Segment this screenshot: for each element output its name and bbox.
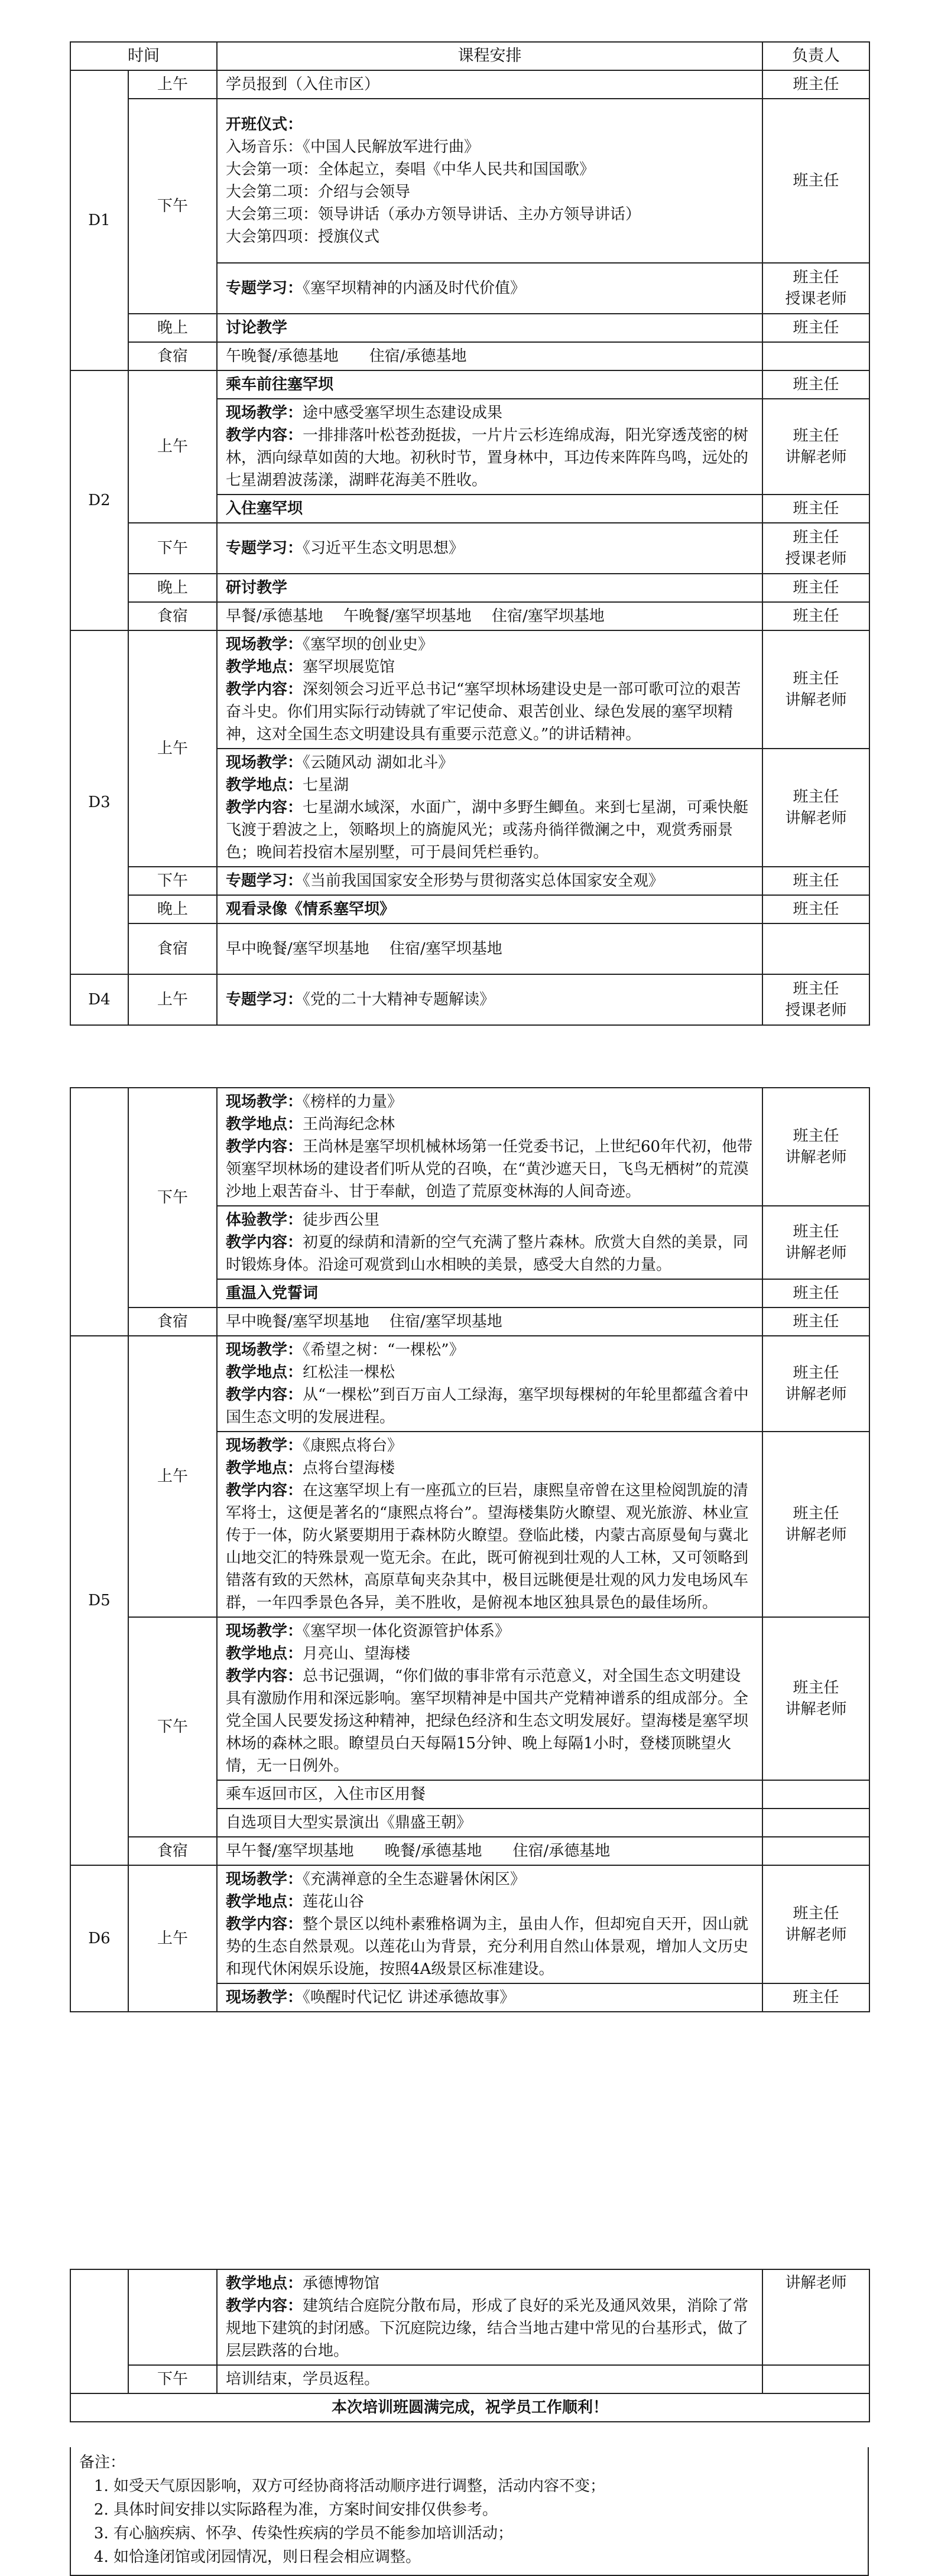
day-label-d1: D1 [70, 70, 128, 370]
day-label-d6-cont [70, 2269, 128, 2393]
responsible-cell [762, 1336, 869, 1432]
resp-line: 班主任 [793, 1505, 839, 1523]
table-row [70, 70, 869, 99]
field-value: 从“一棵松”到百万亩人工绿海，塞罕坝每棵树的年轮里都蕴含着中国生态文明的发展进程。 [226, 1386, 749, 1426]
table-row [70, 867, 869, 895]
resp-line: 班主任 [793, 427, 839, 445]
period-label: 晚上 [128, 314, 217, 342]
field-value: 点将台望海楼 [303, 1459, 395, 1477]
day-label-d2: D2 [70, 370, 128, 630]
field-label: 教学地点： [226, 776, 303, 794]
field-label: 教学地点： [226, 1645, 303, 1663]
activity-text: 研讨教学 [217, 574, 762, 602]
field-value: 塞罕坝展览馆 [303, 658, 395, 676]
topic-text: 《塞罕坝精神的内涵及时代价值》 [303, 279, 526, 297]
header-responsible: 负责人 [762, 42, 869, 70]
period-label: 下午 [128, 867, 217, 895]
table-row [70, 99, 869, 263]
responsible-cell: 班主任 [762, 1307, 869, 1336]
header-schedule: 课程安排 [217, 42, 762, 70]
table-row [70, 1336, 869, 1432]
resp-line: 班主任 [793, 980, 839, 998]
topic-text: 《党的二十大精神专题解读》 [303, 991, 495, 1009]
responsible-cell [762, 974, 869, 1025]
responsible-cell: 班主任 [762, 99, 869, 263]
responsible-cell [762, 2365, 869, 2393]
field-value: 王尚海纪念林 [303, 1115, 395, 1133]
field-label: 教学内容： [226, 1138, 303, 1156]
resp-line: 班主任 [793, 1679, 839, 1697]
resp-line: 班主任 [793, 1905, 839, 1923]
responsible-cell [762, 923, 869, 974]
resp-line: 授课老师 [785, 550, 847, 568]
site-teaching-cell [217, 1206, 762, 1279]
field-label: 教学内容： [226, 1915, 303, 1933]
period-label-empty [128, 2269, 217, 2365]
table-row [70, 342, 869, 370]
activity-text: 观看录像《情系塞罕坝》 [217, 895, 762, 923]
table-row [70, 574, 869, 602]
period-label: 下午 [128, 99, 217, 314]
table-row [70, 1865, 869, 1983]
field-label: 现场教学： [226, 1341, 303, 1359]
responsible-cell [762, 1865, 869, 1983]
activity-text: 重温入党誓词 [217, 1279, 762, 1307]
responsible-cell [762, 1432, 869, 1617]
opening-line: 入场音乐：《中国人民解放军进行曲》 [226, 138, 480, 156]
activity-text: 讨论教学 [217, 314, 762, 342]
note-item: 4. 如恰逢闭馆或闭园情况，则日程会相应调整。 [113, 2545, 859, 2569]
table-row [70, 370, 869, 399]
closing-row [70, 2393, 869, 2422]
resp-line: 讲解老师 [785, 1385, 847, 1403]
site-teaching-cell [217, 1088, 762, 1206]
resp-line: 讲解老师 [785, 691, 847, 709]
activity-text: 学员报到（入住市区） [217, 70, 762, 99]
field-label: 教学内容： [226, 2297, 303, 2315]
responsible-cell [762, 1206, 869, 1279]
resp-line: 讲解老师 [785, 1149, 847, 1166]
opening-ceremony-cell [217, 99, 762, 263]
field-label: 教学内容： [226, 1386, 303, 1404]
field-label: 教学内容： [226, 1667, 303, 1685]
meal-text: 午晚餐/承德基地 住宿/承德基地 [217, 342, 762, 370]
schedule-section-1 [70, 41, 869, 1026]
schedule-table-2 [70, 1087, 870, 2012]
responsible-cell: 班主任 [762, 370, 869, 399]
field-label: 教学内容： [226, 427, 303, 444]
period-label: 晚上 [128, 574, 217, 602]
meal-text: 早餐/承德基地 午晚餐/塞罕坝基地 住宿/塞罕坝基地 [217, 602, 762, 630]
field-label: 体验教学： [226, 1211, 303, 1229]
responsible-cell: 班主任 [762, 495, 869, 523]
field-label: 教学内容： [226, 799, 303, 817]
topic-cell [217, 974, 762, 1025]
topic-label: 专题学习： [226, 872, 303, 890]
period-label: 食宿 [128, 923, 217, 974]
period-label: 上午 [128, 630, 217, 867]
table-header-row [70, 42, 869, 70]
field-value: 莲花山谷 [303, 1893, 365, 1911]
field-label: 教学地点： [226, 1459, 303, 1477]
field-value: 在这塞罕坝上有一座孤立的巨岩，康熙皇帝曾在这里检阅凯旋的清军将士，这便是著名的“康熙点将台”。望海楼集防火瞭望、观光旅游、林业宣传于一体，防火紧要期用于森林防火瞭望。登临此楼，内蒙古高原曼甸与冀北山地交汇的特殊景观一览无余。在此，既可俯视到壮观的人工林，又可领略到错落有致的天然林，高原草甸夹杂其中，极目远眺便是壮观的风力发电场风车群，一年四季景色各异，美不胜收，是俯视本地区独具景色的最佳场所。 [226, 1482, 749, 1612]
topic-text: 《习近平生态文明思想》 [303, 539, 465, 557]
site-teaching-cell [217, 1432, 762, 1617]
resp-line: 班主任 [793, 670, 839, 688]
period-label: 食宿 [128, 1307, 217, 1336]
table-row [70, 923, 869, 974]
site-teaching-cell [217, 749, 762, 867]
field-value: 《塞罕坝一体化资源管护体系》 [303, 1622, 511, 1640]
field-label: 教学内容： [226, 1482, 303, 1500]
field-label: 现场教学： [226, 1871, 303, 1888]
meal-text: 早午餐/塞罕坝基地 晚餐/承德基地 住宿/承德基地 [217, 1837, 762, 1865]
responsible-cell: 班主任 [762, 867, 869, 895]
meal-text: 早中晚餐/塞罕坝基地 住宿/塞罕坝基地 [217, 923, 762, 974]
table-row [70, 314, 869, 342]
field-value: 《希望之树：“一棵松”》 [303, 1341, 465, 1359]
table-row [70, 895, 869, 923]
field-value: 总书记强调，“你们做的事非常有示范意义，对全国生态文明建设具有激励作用和深远影响。塞罕坝精神是中国共产党精神谱系的组成部分。全党全国人民要发扬这种精神，把绿色经济和生态文明发展好。望海楼是塞罕坝林场的森林之眼。瞭望员白天每隔15分钟、晚上每隔1小时，登楼顶眺望火情，无一日例外。 [226, 1667, 749, 1775]
site-teaching-cell [217, 399, 762, 495]
responsible-cell [762, 1780, 869, 1809]
day-label-d5: D5 [70, 1336, 128, 1865]
field-value: 《塞罕坝的创业史》 [303, 636, 434, 653]
resp-line: 班主任 [793, 1223, 839, 1241]
opening-line: 大会第四项：授旗仪式 [226, 228, 380, 246]
topic-cell [217, 263, 762, 314]
table-row [70, 2269, 869, 2365]
field-value: 途中感受塞罕坝生态建设成果 [303, 404, 503, 422]
responsible-cell [762, 749, 869, 867]
activity-text: 乘车前往塞罕坝 [217, 370, 762, 399]
period-label: 食宿 [128, 342, 217, 370]
topic-text: 《当前我国国家安全形势与贯彻落实总体国家安全观》 [303, 872, 664, 890]
note-item: 3. 有心脑疾病、怀孕、传染性疾病的学员不能参加培训活动； [113, 2522, 859, 2545]
responsible-cell: 班主任 [762, 1983, 869, 2012]
header-time: 时间 [70, 42, 217, 70]
day-label-d4-cont [70, 1088, 128, 1336]
field-label: 教学地点： [226, 1893, 303, 1911]
period-label: 上午 [128, 70, 217, 99]
resp-line: 讲解老师 [785, 1526, 847, 1544]
resp-line: 讲解老师 [785, 1700, 847, 1718]
field-label: 现场教学： [226, 404, 303, 422]
schedule-section-3 [70, 2269, 869, 2422]
responsible-cell [762, 630, 869, 749]
period-label: 下午 [128, 2365, 217, 2393]
note-item: 1. 如受天气原因影响，双方可经协商将活动顺序进行调整，活动内容不变； [113, 2474, 859, 2498]
table-row [70, 602, 869, 630]
responsible-cell [762, 399, 869, 495]
field-label: 现场教学： [226, 1437, 303, 1455]
field-value: 《榜样的力量》 [303, 1093, 403, 1111]
table-row [70, 1617, 869, 1780]
resp-line: 授课老师 [785, 1001, 847, 1019]
field-value: 一排排落叶松苍劲挺拔，一片片云杉连绵成海，阳光穿透茂密的树林，洒向绿草如茵的大地。初秋时节，置身林中，耳边传来阵阵鸟鸣，远处的七星湖碧波荡漾，湖畔花海美不胜收。 [226, 427, 749, 489]
responsible-cell: 班主任 [762, 314, 869, 342]
opening-title: 开班仪式： [226, 116, 303, 134]
responsible-cell [762, 1617, 869, 1780]
resp-line: 班主任 [793, 788, 839, 806]
responsible-cell [762, 263, 869, 314]
field-label: 教学内容： [226, 681, 303, 698]
table-row [70, 523, 869, 574]
field-label: 现场教学： [226, 754, 303, 772]
responsible-cell [762, 523, 869, 574]
day-label-d3: D3 [70, 630, 128, 974]
site-teaching-cell [217, 630, 762, 749]
opening-line: 大会第一项：全体起立，奏唱《中华人民共和国国歌》 [226, 161, 595, 178]
period-label: 上午 [128, 974, 217, 1025]
responsible-cell [762, 342, 869, 370]
activity-text: 乘车返回市区，入住市区用餐 [217, 1780, 762, 1809]
responsible-cell [762, 1837, 869, 1865]
site-teaching-cell [217, 1617, 762, 1780]
field-value: 深刻领会习近平总书记“塞罕坝林场建设史是一部可歌可泣的艰苦奋斗史。你们用实际行动铸就了牢记使命、艰苦创业、绿色发展的塞罕坝精神，这对全国生态文明建设具有重要示范意义。”的讲话精神。 [226, 681, 741, 743]
period-label: 下午 [128, 523, 217, 574]
closing-message: 本次培训班圆满完成，祝学员工作顺利！ [70, 2393, 869, 2422]
field-label: 教学地点： [226, 1115, 303, 1133]
resp-line: 讲解老师 [785, 448, 847, 466]
notes-box [70, 2447, 869, 2576]
field-value: 《康熙点将台》 [303, 1437, 403, 1455]
responsible-cell: 班主任 [762, 895, 869, 923]
day-label-d4: D4 [70, 974, 128, 1025]
field-value: 初夏的绿荫和清新的空气充满了整片森林。欣赏大自然的美景，同时锻炼身体。沿途可观赏到山水相映的美景，感受大自然的力量。 [226, 1234, 749, 1274]
site-teaching-cell [217, 1336, 762, 1432]
topic-label: 专题学习： [226, 279, 303, 297]
period-label: 食宿 [128, 1837, 217, 1865]
table-row [70, 1088, 869, 1206]
resp-line: 讲解老师 [785, 809, 847, 827]
responsible-cell: 班主任 [762, 1279, 869, 1307]
notes-list [79, 2474, 859, 2569]
responsible-cell: 班主任 [762, 602, 869, 630]
field-value: 七星湖水域深，水面广，湖中多野生鲫鱼。来到七星湖，可乘快艇飞渡于碧波之上，领略坝上的旖旎风光；或荡舟徜徉微澜之中，观赏秀丽景色；晚间若投宿木屋别墅，可于晨间凭栏垂钓。 [226, 799, 749, 861]
site-teaching-cell [217, 2269, 762, 2365]
schedule-table-3 [70, 2269, 870, 2422]
table-row [70, 1307, 869, 1336]
schedule-table-1 [70, 41, 870, 1026]
activity-text: 自选项目大型实景演出《鼎盛王朝》 [217, 1809, 762, 1837]
day-label-d6: D6 [70, 1865, 128, 2012]
resp-line: 班主任 [793, 529, 839, 547]
resp-line: 班主任 [793, 1364, 839, 1382]
activity-text: 培训结束，学员返程。 [217, 2365, 762, 2393]
table-row [70, 2365, 869, 2393]
responsible-cell [762, 1088, 869, 1206]
field-value: 《唤醒时代记忆 讲述承德故事》 [303, 1989, 515, 2006]
resp-line: 讲解老师 [785, 1926, 847, 1944]
field-label: 现场教学： [226, 1093, 303, 1111]
period-label: 上午 [128, 370, 217, 523]
responsible-cell [762, 1809, 869, 1837]
table-row [70, 974, 869, 1025]
field-value: 《云随风动 湖如北斗》 [303, 754, 454, 772]
field-value: 《充满禅意的全生态避暑休闲区》 [303, 1871, 526, 1888]
field-label: 现场教学： [226, 1622, 303, 1640]
table-row [70, 1837, 869, 1865]
table-row [70, 630, 869, 749]
field-label: 教学地点： [226, 1364, 303, 1381]
field-value: 王尚林是塞罕坝机械林场第一任党委书记，上世纪60年代初，他带领塞罕坝林场的建设者们听从党的召唤，在“黄沙遮天日，飞鸟无栖树”的荒漠沙地上艰苦奋斗、甘于奉献，创造了荒原变林海的人间奇迹。 [226, 1138, 753, 1201]
topic-label: 专题学习： [226, 539, 303, 557]
period-label: 上午 [128, 1865, 217, 2012]
responsible-cell: 班主任 [762, 70, 869, 99]
responsible-cell: 班主任 [762, 574, 869, 602]
topic-cell [217, 523, 762, 574]
responsible-cell: 讲解老师 [762, 2269, 869, 2365]
period-label: 下午 [128, 1617, 217, 1837]
meal-text: 早中晚餐/塞罕坝基地 住宿/塞罕坝基地 [217, 1307, 762, 1336]
field-label: 教学地点： [226, 658, 303, 676]
site-teaching-cell [217, 1865, 762, 1983]
site-teaching-cell [217, 1983, 762, 2012]
activity-text: 入住塞罕坝 [217, 495, 762, 523]
topic-label: 专题学习： [226, 991, 303, 1009]
opening-line: 大会第三项：领导讲话（承办方领导讲话、主办方领导讲话） [226, 206, 641, 223]
resp-line: 班主任 [793, 269, 839, 287]
period-label: 上午 [128, 1336, 217, 1617]
field-value: 建筑结合庭院分散布局，形成了良好的采光及通风效果，消除了常规地下建筑的封闭感。下沉庭院边缘，结合当地古建中常见的台基形式，做了层层跌落的台地。 [226, 2297, 749, 2360]
period-label: 下午 [128, 1088, 217, 1307]
schedule-section-2 [70, 1087, 869, 2012]
field-label: 现场教学： [226, 636, 303, 653]
field-value: 整个景区以纯朴素雅格调为主，虽由人作，但却宛自天开，因山就势的生态自然景观。以莲花山为背景，充分利用自然山体景观，增加人文历史和现代休闲娱乐设施，按照4A级景区标准建设。 [226, 1915, 749, 1978]
note-item: 2. 具体时间安排以实际路程为准，方案时间安排仅供参考。 [113, 2498, 859, 2522]
opening-line: 大会第二项：介绍与会领导 [226, 183, 411, 201]
period-label: 食宿 [128, 602, 217, 630]
field-label: 教学内容： [226, 1234, 303, 1251]
notes-title: 备注： [79, 2454, 126, 2471]
field-label: 现场教学： [226, 1989, 303, 2006]
period-label: 晚上 [128, 895, 217, 923]
field-label: 教学地点： [226, 2275, 303, 2292]
field-value: 红松洼一棵松 [303, 1364, 395, 1381]
resp-line: 讲解老师 [785, 1244, 847, 1262]
field-value: 徒步西公里 [303, 1211, 380, 1229]
field-value: 七星湖 [303, 776, 349, 794]
topic-cell [217, 867, 762, 895]
resp-line: 授课老师 [785, 290, 847, 308]
field-value: 承德博物馆 [303, 2275, 380, 2292]
resp-line: 班主任 [793, 1127, 839, 1145]
field-value: 月亮山、望海楼 [303, 1645, 411, 1663]
